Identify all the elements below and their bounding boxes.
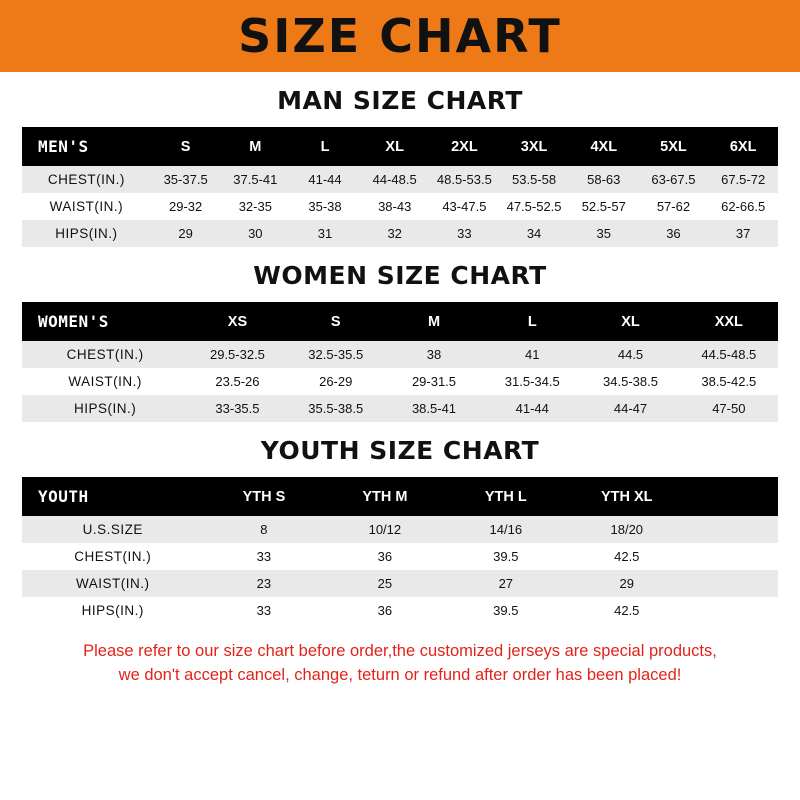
cell: 41 bbox=[483, 341, 581, 368]
table-youth-size-chart bbox=[22, 477, 778, 624]
cell-spacer bbox=[687, 570, 778, 597]
table-man-col-1: M bbox=[220, 127, 290, 166]
cell: 38-43 bbox=[360, 193, 430, 220]
cell: 47-50 bbox=[680, 395, 778, 422]
cell: 58-63 bbox=[569, 166, 639, 193]
cell: 14/16 bbox=[445, 516, 566, 543]
cell: 33 bbox=[203, 597, 324, 624]
table-man-col-3: XL bbox=[360, 127, 430, 166]
row-label-waist: WAIST(IN.) bbox=[22, 368, 188, 395]
cell: 47.5-52.5 bbox=[499, 193, 569, 220]
table-header-row bbox=[22, 477, 778, 516]
cell: 44-48.5 bbox=[360, 166, 430, 193]
section-title-youth: YOUTH SIZE CHART bbox=[260, 436, 540, 465]
table-row bbox=[22, 597, 778, 624]
section-title-women: WOMEN SIZE CHART bbox=[253, 261, 547, 290]
table-youth-col-spacer bbox=[687, 477, 778, 516]
cell: 10/12 bbox=[324, 516, 445, 543]
table-man-col-5: 3XL bbox=[499, 127, 569, 166]
table-man-col-8: 6XL bbox=[708, 127, 778, 166]
section-youth bbox=[22, 436, 778, 624]
section-women bbox=[22, 261, 778, 422]
cell: 62-66.5 bbox=[708, 193, 778, 220]
cell: 37.5-41 bbox=[220, 166, 290, 193]
cell: 25 bbox=[324, 570, 445, 597]
cell: 44-47 bbox=[581, 395, 679, 422]
cell: 44.5-48.5 bbox=[680, 341, 778, 368]
table-man-header bbox=[22, 127, 778, 166]
cell: 33 bbox=[430, 220, 500, 247]
cell: 36 bbox=[324, 597, 445, 624]
table-man-col-0: S bbox=[151, 127, 221, 166]
cell: 57-62 bbox=[639, 193, 709, 220]
table-youth-col-3: YTH XL bbox=[566, 477, 687, 516]
footer-disclaimer bbox=[22, 640, 778, 688]
table-header-row bbox=[22, 127, 778, 166]
cell: 42.5 bbox=[566, 543, 687, 570]
table-women-col-3: L bbox=[483, 302, 581, 341]
cell: 29.5-32.5 bbox=[188, 341, 286, 368]
cell: 31 bbox=[290, 220, 360, 247]
table-youth-body bbox=[22, 516, 778, 624]
table-row bbox=[22, 341, 778, 368]
table-women-col-5: XXL bbox=[680, 302, 778, 341]
cell: 41-44 bbox=[290, 166, 360, 193]
cell: 32-35 bbox=[220, 193, 290, 220]
table-women-col-4: XL bbox=[581, 302, 679, 341]
table-man-col-2: L bbox=[290, 127, 360, 166]
cell: 48.5-53.5 bbox=[430, 166, 500, 193]
row-label-us-size: U.S.SIZE bbox=[22, 516, 203, 543]
cell: 23 bbox=[203, 570, 324, 597]
table-women-corner-label: WOMEN'S bbox=[22, 302, 188, 341]
content-area bbox=[0, 86, 800, 688]
row-label-chest: CHEST(IN.) bbox=[22, 166, 151, 193]
cell: 43-47.5 bbox=[430, 193, 500, 220]
cell: 52.5-57 bbox=[569, 193, 639, 220]
cell: 27 bbox=[445, 570, 566, 597]
cell: 8 bbox=[203, 516, 324, 543]
section-title-man: MAN SIZE CHART bbox=[277, 86, 523, 115]
table-women-body bbox=[22, 341, 778, 422]
table-man-size-chart bbox=[22, 127, 778, 247]
table-women-header bbox=[22, 302, 778, 341]
cell: 38.5-41 bbox=[385, 395, 483, 422]
row-label-hips: HIPS(IN.) bbox=[22, 597, 203, 624]
cell: 33 bbox=[203, 543, 324, 570]
cell: 36 bbox=[639, 220, 709, 247]
cell: 36 bbox=[324, 543, 445, 570]
cell: 34 bbox=[499, 220, 569, 247]
table-row bbox=[22, 516, 778, 543]
cell: 38 bbox=[385, 341, 483, 368]
cell: 39.5 bbox=[445, 597, 566, 624]
cell: 35-38 bbox=[290, 193, 360, 220]
cell: 37 bbox=[708, 220, 778, 247]
cell: 29-32 bbox=[151, 193, 221, 220]
cell-spacer bbox=[687, 516, 778, 543]
table-youth-header bbox=[22, 477, 778, 516]
table-row bbox=[22, 193, 778, 220]
page-title: SIZE CHART bbox=[238, 9, 562, 63]
cell: 32.5-35.5 bbox=[287, 341, 385, 368]
cell: 53.5-58 bbox=[499, 166, 569, 193]
cell: 41-44 bbox=[483, 395, 581, 422]
row-label-waist: WAIST(IN.) bbox=[22, 570, 203, 597]
table-youth-col-0: YTH S bbox=[203, 477, 324, 516]
cell: 33-35.5 bbox=[188, 395, 286, 422]
table-man-col-6: 4XL bbox=[569, 127, 639, 166]
row-label-chest: CHEST(IN.) bbox=[22, 543, 203, 570]
cell: 29 bbox=[566, 570, 687, 597]
cell: 44.5 bbox=[581, 341, 679, 368]
cell: 32 bbox=[360, 220, 430, 247]
footer-line-2: we don't accept cancel, change, teturn or refund after order has been placed! bbox=[118, 665, 682, 684]
cell: 35-37.5 bbox=[151, 166, 221, 193]
table-youth-corner-label: YOUTH bbox=[22, 477, 203, 516]
table-row bbox=[22, 166, 778, 193]
table-women-col-0: XS bbox=[188, 302, 286, 341]
table-women-size-chart bbox=[22, 302, 778, 422]
table-man-col-4: 2XL bbox=[430, 127, 500, 166]
cell: 23.5-26 bbox=[188, 368, 286, 395]
footer-line-1: Please refer to our size chart before order,the customized jerseys are special products, bbox=[83, 642, 717, 660]
cell-spacer bbox=[687, 597, 778, 624]
cell: 42.5 bbox=[566, 597, 687, 624]
cell-spacer bbox=[687, 543, 778, 570]
table-row bbox=[22, 543, 778, 570]
table-man-col-7: 5XL bbox=[639, 127, 709, 166]
cell: 63-67.5 bbox=[639, 166, 709, 193]
cell: 67.5-72 bbox=[708, 166, 778, 193]
table-women-col-1: S bbox=[287, 302, 385, 341]
row-label-chest: CHEST(IN.) bbox=[22, 341, 188, 368]
table-row bbox=[22, 368, 778, 395]
row-label-waist: WAIST(IN.) bbox=[22, 193, 151, 220]
cell: 39.5 bbox=[445, 543, 566, 570]
section-man bbox=[22, 86, 778, 247]
table-row bbox=[22, 570, 778, 597]
table-row bbox=[22, 220, 778, 247]
table-man-corner-label: MEN'S bbox=[22, 127, 151, 166]
table-man-body bbox=[22, 166, 778, 247]
header-band bbox=[0, 0, 800, 72]
table-youth-col-1: YTH M bbox=[324, 477, 445, 516]
cell: 35.5-38.5 bbox=[287, 395, 385, 422]
cell: 38.5-42.5 bbox=[680, 368, 778, 395]
table-women-col-2: M bbox=[385, 302, 483, 341]
cell: 35 bbox=[569, 220, 639, 247]
cell: 29-31.5 bbox=[385, 368, 483, 395]
cell: 26-29 bbox=[287, 368, 385, 395]
table-row bbox=[22, 395, 778, 422]
cell: 29 bbox=[151, 220, 221, 247]
cell: 30 bbox=[220, 220, 290, 247]
cell: 31.5-34.5 bbox=[483, 368, 581, 395]
row-label-hips: HIPS(IN.) bbox=[22, 395, 188, 422]
cell: 18/20 bbox=[566, 516, 687, 543]
row-label-hips: HIPS(IN.) bbox=[22, 220, 151, 247]
table-header-row bbox=[22, 302, 778, 341]
table-youth-col-2: YTH L bbox=[445, 477, 566, 516]
cell: 34.5-38.5 bbox=[581, 368, 679, 395]
